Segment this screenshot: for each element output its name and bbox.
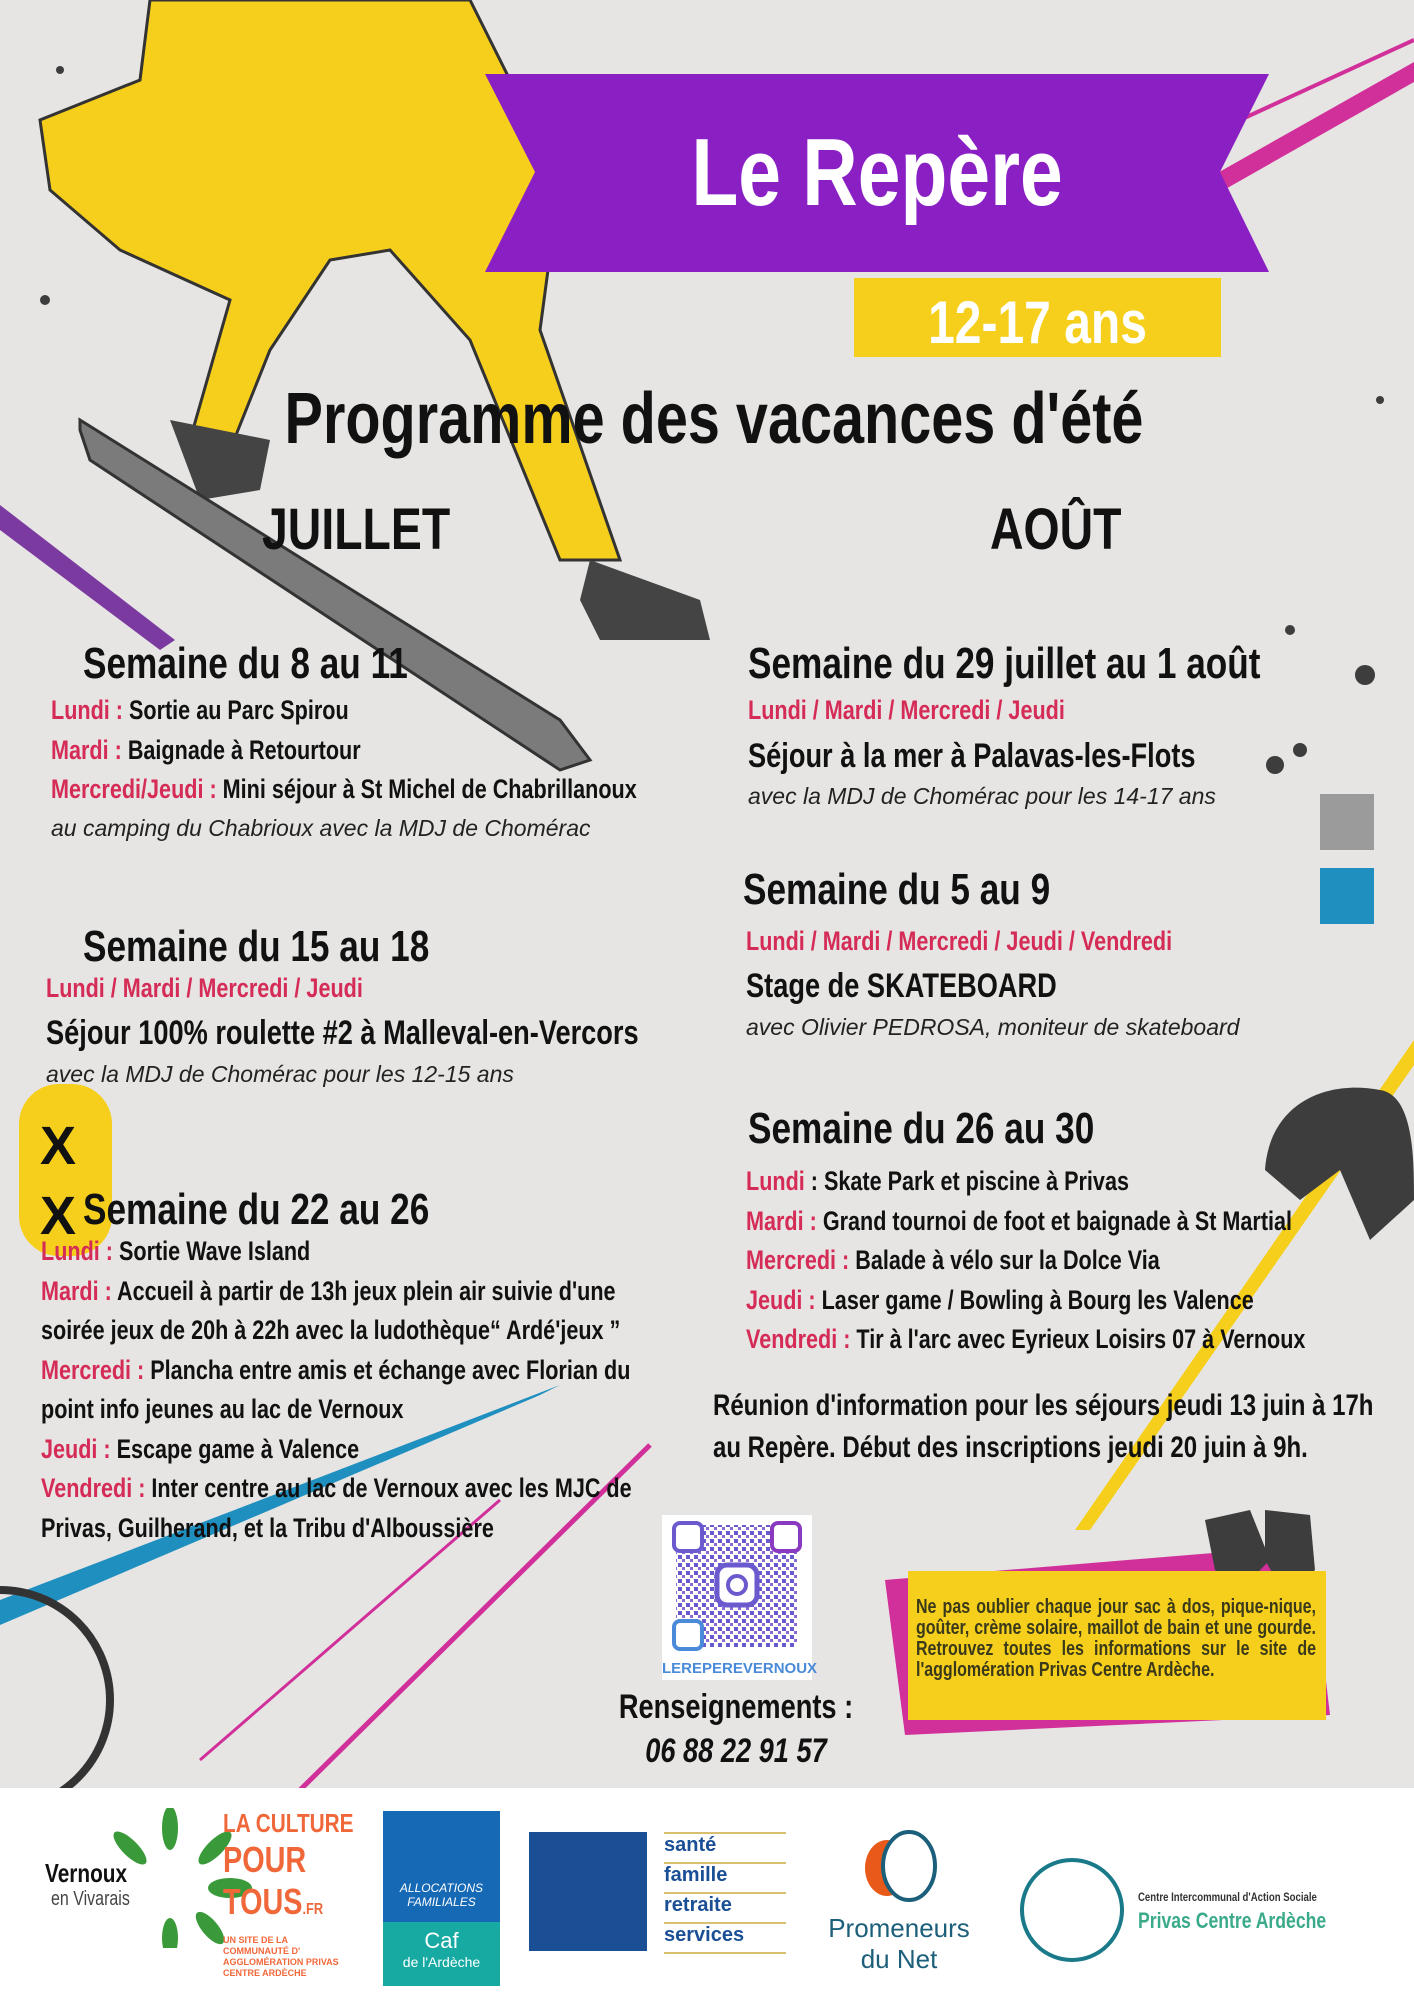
week-title: Semaine du 5 au 9 [743,865,1051,914]
activity-text: Inter centre au lac de Vernoux avec les MJC de [145,1473,632,1503]
instagram-handle: LEREPEREVERNOUX [662,1660,818,1677]
logo-promeneurs-du-net [816,1828,982,1975]
caf-line: ALLOCATIONS [399,1881,484,1895]
cancel-mark: X [40,1186,77,1246]
caf-bottom [383,1922,500,1986]
cias-circle [1020,1858,1124,1962]
day-label: Mardi : [41,1275,112,1306]
month-juillet: JUILLET [262,497,451,562]
day-label: Mardi : [746,1205,817,1236]
activity-line [41,1396,403,1423]
activity-text: Plancha entre amis et échange avec Florian du [144,1354,631,1385]
logo-culture-pour-tous [223,1808,386,1979]
caf-line: FAMILIALES [407,1895,476,1909]
activity-line [41,1238,310,1265]
activity-line [746,1168,1129,1195]
partner-logos [0,1788,1414,2000]
vernoux-name: Vernoux [45,1858,128,1888]
week-title: Semaine du 29 juillet au 1 août [748,639,1261,688]
instagram-qr-code[interactable] [662,1515,818,1680]
day-label: Mercredi : [746,1245,850,1275]
week-title: Semaine du 15 au 18 [83,922,430,971]
msa-item: retraite [664,1894,786,1924]
activity-line [746,1205,1293,1236]
week-note: avec Olivier PEDROSA, moniteur de skateboard [746,1014,1240,1040]
activity-text: Tir à l'arc avec Eyrieux Loisirs 07 à Vernoux [850,1324,1306,1354]
week-activity: Séjour à la mer à Palavas-les-Flots [748,737,1196,775]
bicycle-wheel [0,1590,110,1790]
activity-text: Escape game à Valence [110,1433,360,1464]
culture-line: LA CULTURE [223,1808,354,1838]
info-line-1: Réunion d'information pour les séjours jeudi 13 juin à 17h [713,1389,1374,1422]
logo-caf [383,1811,500,1986]
blue-square [1320,868,1374,924]
day-label: Jeudi : [41,1433,111,1464]
activity-text: Accueil à partir de 13h jeux plein air suivie d'une [111,1275,616,1306]
day-label: Lundi : [51,695,123,725]
purple-stripe [0,505,175,650]
week-note: avec la MDJ de Chomérac pour les 14-17 ans [748,783,1216,809]
day-label: Mercredi/Jeudi : [51,774,217,804]
activity-line [41,1317,620,1344]
week-days: Lundi / Mardi / Mercredi / Jeudi [46,973,363,1003]
msa-item: services [664,1924,786,1954]
culture-tous: TOUS [223,1881,303,1922]
activity-text: Baignade à Retourtour [121,735,361,765]
cias-line: Centre Intercommunal d'Action Sociale [1138,1890,1317,1904]
activity-line [41,1512,494,1543]
info-line-2: au Repère. Début des inscriptions jeudi 20 juin à 9h. [713,1431,1308,1464]
day-label: Lundi : [41,1236,113,1266]
activity-text: Laser game / Bowling à Bourg les Valence [815,1284,1254,1315]
culture-line [223,1881,354,1923]
day-label: Vendredi : [41,1473,146,1503]
age-badge: 12-17 ans [928,289,1147,356]
contact-label: Renseignements : [618,1688,854,1726]
activity-text: soirée jeux de 20h à 22h avec la ludothèque“ Ardé'jeux ” [41,1315,621,1345]
msa-item: famille [664,1864,786,1894]
day-label: Mercredi : [41,1354,145,1385]
activity-text: Grand tournoi de foot et baignade à St Martial [816,1205,1293,1236]
caf-top [383,1811,500,1922]
activity-text: Privas, Guilherand, et la Tribu d'Alboussière [41,1512,494,1543]
activity-line [41,1433,360,1464]
week-title: Semaine du 26 au 30 [748,1104,1095,1153]
reminder-text: Ne pas oublier chaque jour sac à dos, pique-nique, goûter, crème solaire, maillot de bain et une gourde. Retrouvez toutes les informations sur le site de l'agglomération Privas Centre Ardèche. [916,1596,1316,1681]
week-activity: Stage de SKATEBOARD [746,967,1057,1005]
activity-line [51,776,637,803]
activity-text: : Skate Park et piscine à Privas [804,1166,1129,1196]
activity-line [746,1247,1160,1274]
cancel-mark: X [40,1116,77,1176]
week-note: au camping du Chabrioux avec la MDJ de Chomérac [51,815,591,841]
msa-list [664,1832,786,1954]
week-title: Semaine du 22 au 26 [83,1185,430,1234]
activity-text: point info jeunes au lac de Vernoux [41,1394,404,1424]
day-label: Jeudi : [746,1284,816,1315]
week-days: Lundi / Mardi / Mercredi / Jeudi [748,695,1065,725]
week-note: avec la MDJ de Chomérac pour les 12-15 ans [46,1061,514,1087]
caf-line: Caf [424,1928,459,1953]
promeneurs-line: Promeneurs [828,1913,970,1943]
program-subtitle: Programme des vacances d'été [284,379,1144,459]
culture-small: UN SITE DE LA COMMUNAUTÉ D' AGGLOMÉRATION PRIVAS CENTRE ARDÈCHE [223,1935,339,1978]
activity-text: Sortie au Parc Spirou [122,695,349,725]
reminder-box [908,1571,1326,1720]
day-label: Mardi : [51,735,122,765]
activity-line [51,697,349,724]
activity-text: Mini séjour à St Michel de Chabrillanoux [216,774,637,804]
week-title: Semaine du 8 au 11 [83,639,408,688]
msa-item: santé [664,1834,786,1864]
qr-pattern [662,1515,812,1655]
month-aout: AOÛT [990,497,1122,562]
activity-line [746,1284,1254,1315]
activity-line [41,1475,632,1502]
speech-bubbles-icon [849,1828,949,1908]
activity-text: Balade à vélo sur la Dolce Via [849,1245,1160,1275]
day-label: Vendredi : [746,1324,851,1354]
promeneurs-line: du Net [860,1944,938,1974]
activity-text: Sortie Wave Island [112,1236,311,1266]
week-activity: Séjour 100% roulette #2 à Malleval-en-Vercors [46,1014,639,1052]
msa-mark [529,1832,647,1951]
contact-phone[interactable]: 06 88 22 91 57 [645,1732,827,1770]
day-label: Lundi [746,1166,805,1196]
culture-line: POUR [223,1839,307,1880]
week-days: Lundi / Mardi / Mercredi / Jeudi / Vendredi [746,926,1173,956]
culture-fr: .FR [302,1901,324,1918]
activity-line [41,1354,631,1385]
activity-line [51,737,361,764]
activity-line [746,1326,1305,1353]
caf-line: de l'Ardèche [402,1954,481,1970]
instagram-icon [717,1565,757,1605]
activity-line [41,1275,616,1306]
cias-line: Privas Centre Ardèche [1138,1908,1327,1933]
gray-square [1320,794,1374,850]
page-title: Le Repère [691,119,1063,226]
vernoux-sub: en Vivarais [51,1888,130,1910]
